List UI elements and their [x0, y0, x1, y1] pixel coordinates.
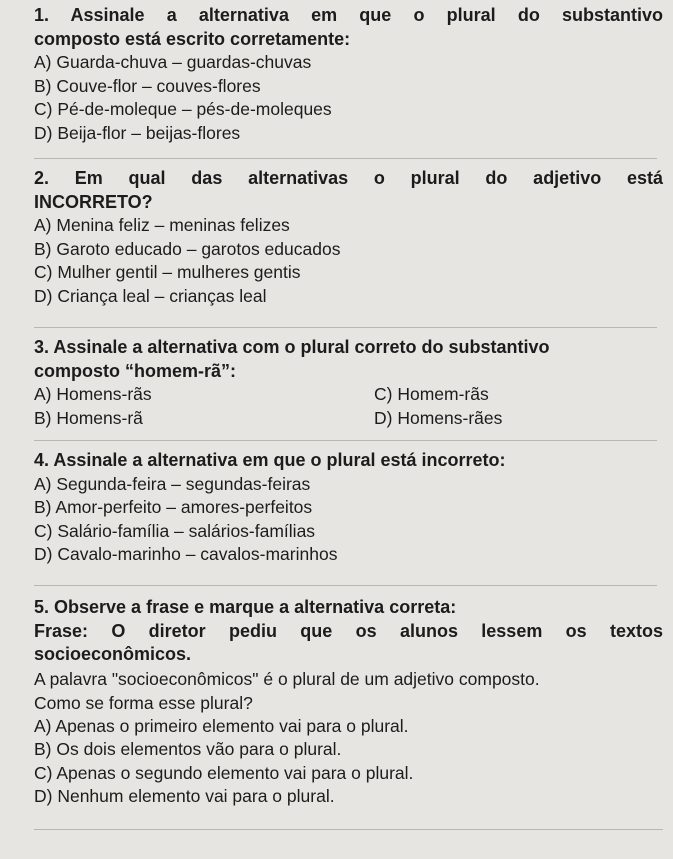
question-3-stem-line-2: composto “homem-rã”:: [34, 360, 237, 381]
question-4-stem-line-1: 4. Assinale a alternativa em que o plural está incorreto:: [34, 450, 506, 470]
question-5-option-b[interactable]: B) Os dois elementos vão para o plural.: [34, 739, 342, 759]
question-4-option-a[interactable]: A) Segunda-feira – segundas-feiras: [34, 473, 311, 494]
question-3-option-c[interactable]: C) Homem-rãs: [374, 384, 489, 404]
question-1-stem-line-2: composto está escrito corretamente:: [34, 28, 351, 49]
question-1-option-c[interactable]: C) Pé-de-moleque – pés-de-moleques: [34, 99, 332, 119]
question-4-option-c[interactable]: C) Salário-família – salários-famílias: [34, 520, 316, 541]
question-2-option-d[interactable]: D) Criança leal – crianças leal: [34, 285, 267, 306]
bottom-divider: [34, 829, 663, 830]
question-3-options-grid: [34, 383, 663, 430]
question-4-option-b[interactable]: B) Amor-perfeito – amores-perfeitos: [34, 497, 313, 517]
question-2-option-c[interactable]: C) Mulher gentil – mulheres gentis: [34, 262, 301, 282]
question-5-option-c[interactable]: C) Apenas o segundo elemento vai para o plural.: [34, 762, 414, 783]
divider: [34, 440, 657, 441]
question-5: [34, 596, 663, 809]
question-5-option-d[interactable]: D) Nenhum elemento vai para o plural.: [34, 786, 335, 806]
question-2-stem-line-1: 2. Em qual das alternativas o plural do adjetivo está: [34, 168, 663, 188]
question-3-option-a[interactable]: A) Homens-rãs: [34, 384, 152, 404]
question-4-option-d[interactable]: D) Cavalo-marinho – cavalos-marinhos: [34, 544, 338, 564]
divider: [34, 158, 657, 159]
question-5-stem-line-1: 5. Observe a frase e marque a alternativa correta:: [34, 597, 457, 617]
question-3: [34, 336, 663, 440]
question-5-option-a[interactable]: A) Apenas o primeiro elemento vai para o plural.: [34, 715, 409, 736]
question-4: [34, 449, 663, 585]
divider: [34, 585, 657, 586]
divider: [34, 327, 657, 328]
question-2-option-b[interactable]: B) Garoto educado – garotos educados: [34, 238, 341, 259]
question-2-option-a[interactable]: A) Menina feliz – meninas felizes: [34, 215, 290, 235]
question-1-option-a[interactable]: A) Guarda-chuva – guardas-chuvas: [34, 52, 312, 72]
question-1-stem-line-1: 1. Assinale a alternativa em que o plural do substantivo: [34, 5, 663, 25]
question-3-stem-line-1: 3. Assinale a alternativa com o plural correto do substantivo: [34, 337, 550, 357]
question-2: [34, 167, 663, 327]
question-3-option-b[interactable]: B) Homens-rã: [34, 407, 143, 428]
question-5-body-line-2: Como se forma esse plural?: [34, 692, 253, 713]
question-1-option-b[interactable]: B) Couve-flor – couves-flores: [34, 75, 261, 96]
question-3-option-d[interactable]: D) Homens-rães: [374, 407, 503, 428]
question-5-sentence-line-1: Frase: O diretor pediu que os alunos lessem os textos: [34, 620, 663, 641]
question-1: [34, 4, 663, 158]
question-5-body-line-1: A palavra "socioeconômicos" é o plural de um adjetivo composto.: [34, 668, 540, 689]
question-5-sentence-line-2: socioeconômicos.: [34, 644, 192, 664]
question-1-option-d[interactable]: D) Beija-flor – beijas-flores: [34, 122, 241, 143]
question-2-stem-line-2: INCORRETO?: [34, 191, 153, 212]
